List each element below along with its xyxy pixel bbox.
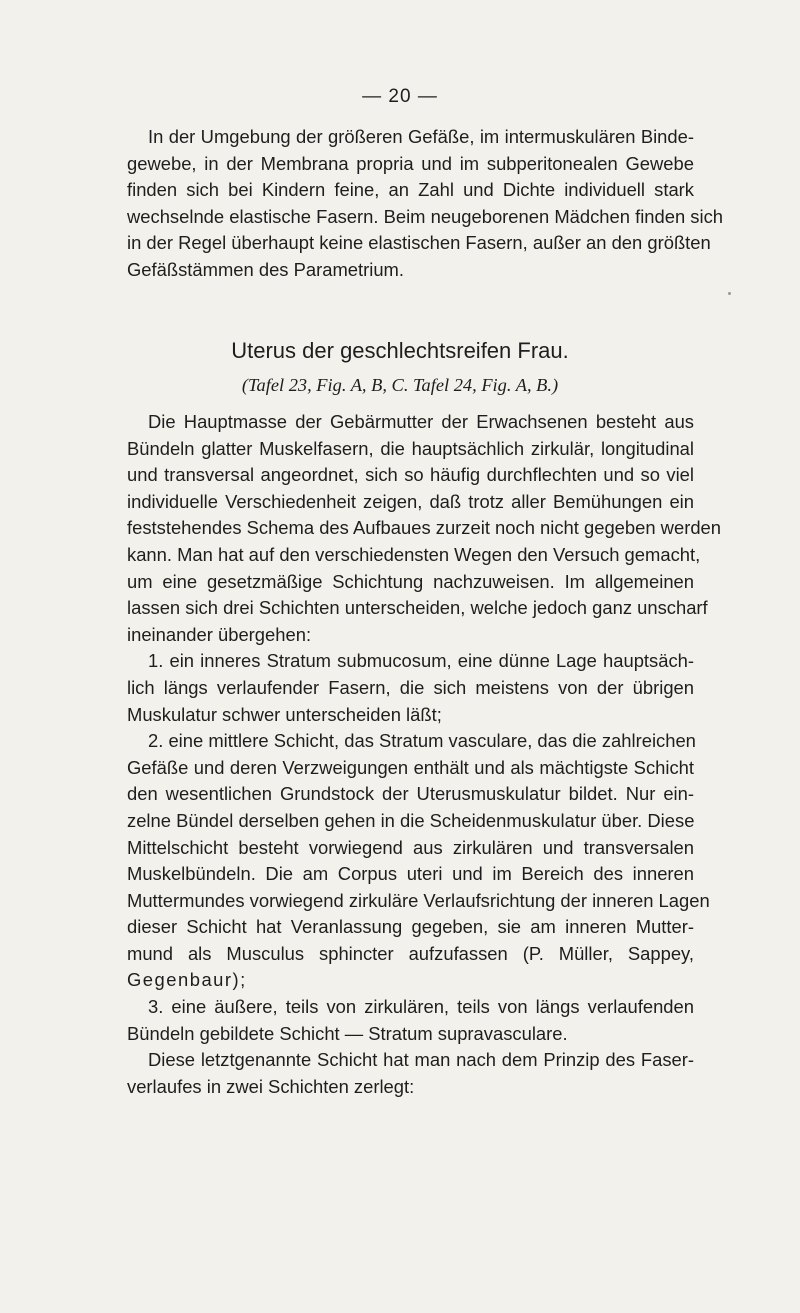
list-item-line: Muskelbündeln. Die am Corpus uteri und im Bereich des inneren <box>127 863 694 885</box>
text-line: finden sich bei Kindern feine, an Zahl und Dichte individuell stark <box>127 179 694 201</box>
list-item-line: Bündeln gebildete Schicht — Stratum supravasculare. <box>127 1022 568 1044</box>
text-line: verlaufes in zwei Schichten zerlegt: <box>127 1075 415 1097</box>
text-line: In der Umgebung der größeren Gefäße, im intermuskulären Binde- <box>148 126 694 147</box>
list-item-line: dieser Schicht hat Veranlassung gegeben, sie am inneren Mutter- <box>127 916 694 938</box>
text-line: in der Regel überhaupt keine elastischen Fasern, außer an den größten <box>127 232 711 254</box>
page-number: — 20 — <box>362 86 438 107</box>
text-line: feststehendes Schema des Aufbaues zurzeit noch nicht gegeben werden <box>127 517 722 539</box>
text-line: Gefäßstämmen des Parametrium. <box>127 258 404 280</box>
figure-reference: (Tafel 23, Fig. A, B, C. Tafel 24, Fig. A, B.) <box>241 375 559 395</box>
text-line: um eine gesetzmäßige Schichtung nachzuweisen. Im allgemeinen <box>127 570 694 592</box>
text-line: und transversal angeordnet, sich so häufig durchflechten und so viel <box>127 464 694 486</box>
list-item-line: lich längs verlaufender Fasern, die sich meistens von der übrigen <box>127 676 694 698</box>
list-item-line: Mittelschicht besteht vorwiegend aus zirkulären und transversalen <box>127 836 694 858</box>
text-line: Die Hauptmasse der Gebärmutter der Erwachsenen besteht aus <box>148 411 694 432</box>
list-item-line: mund als Musculus sphincter aufzufassen (P. Müller, Sappey, <box>127 942 694 964</box>
text-line: individuelle Verschiedenheit zeigen, daß trotz aller Bemühungen ein <box>127 490 694 512</box>
list-item-line: Muttermundes vorwiegend zirkuläre Verlaufsrichtung der inneren Lagen <box>127 889 710 911</box>
list-item-line: Gegenbaur); <box>127 969 247 991</box>
paper-speck <box>728 292 731 295</box>
text-line: lassen sich drei Schichten unterscheiden, welche jedoch ganz unscharf <box>127 597 708 619</box>
list-item-line: Gefäße und deren Verzweigungen enthält und als mächtigste Schicht <box>127 756 694 778</box>
list-item-line: den wesentlichen Grundstock der Uterusmuskulatur bildet. Nur ein- <box>127 783 694 805</box>
list-item-line: 1. ein inneres Stratum submucosum, eine dünne Lage hauptsäch- <box>148 650 694 672</box>
text-line: kann. Man hat auf den verschiedensten Wegen den Versuch gemacht, <box>127 543 701 565</box>
main-paragraph <box>127 409 722 1100</box>
list-item-line: zelne Bündel derselben gehen in die Scheidenmuskulatur über. Diese <box>127 809 695 831</box>
list-item-line: 3. eine äußere, teils von zirkulären, teils von längs verlaufenden <box>148 996 694 1018</box>
text-line: gewebe, in der Membrana propria und im subperitonealen Gewebe <box>127 152 694 174</box>
text-line: wechselnde elastische Fasern. Beim neugeborenen Mädchen finden sich <box>127 205 724 227</box>
intro-paragraph <box>127 124 724 284</box>
list-item-line: 2. eine mittlere Schicht, das Stratum vasculare, das die zahlreichen <box>148 730 696 752</box>
text-line: ineinander übergehen: <box>127 623 312 645</box>
list-item-line: Muskulatur schwer unterscheiden läßt; <box>127 703 442 725</box>
text-line: Bündeln glatter Muskelfasern, die hauptsächlich zirkulär, longitudinal <box>127 437 694 459</box>
text-line: Diese letztgenannte Schicht hat man nach dem Prinzip des Faser- <box>148 1049 694 1071</box>
section-heading: Uterus der geschlechtsreifen Frau. <box>231 338 569 363</box>
